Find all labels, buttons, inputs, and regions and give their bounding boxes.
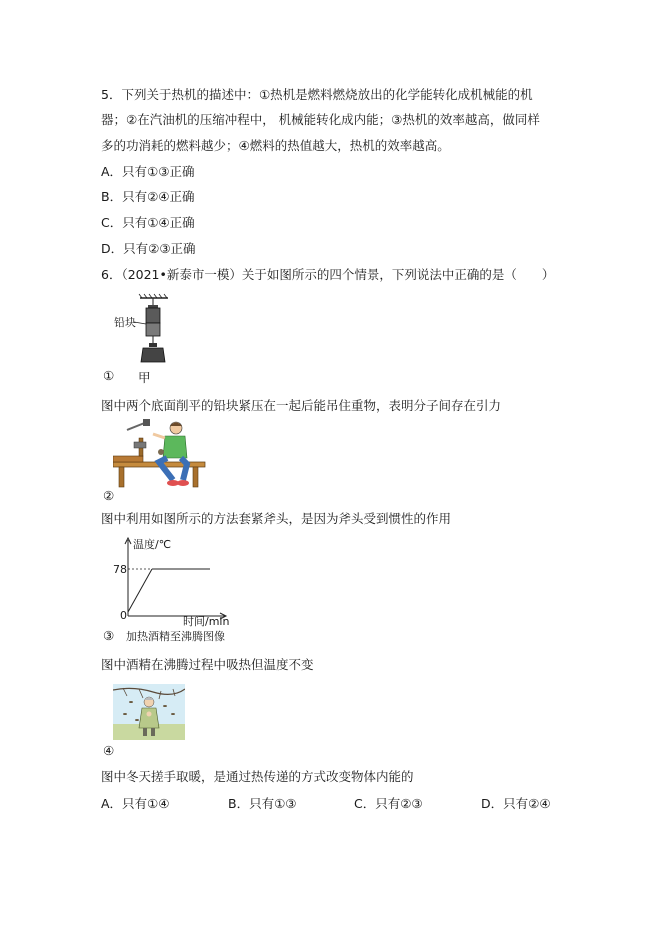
q5-option-a: A．只有①③正确: [101, 164, 195, 179]
x-axis-label: 时间/min: [183, 615, 230, 628]
figure-4-statement: 图中冬天搓手取暖，是通过热传递的方式改变物体内能的: [101, 769, 414, 784]
q5-option-c: C．只有①④正确: [101, 215, 195, 230]
figure-4-number: ④: [103, 743, 115, 758]
rubbing-hands-figure: [113, 684, 185, 740]
q5-stem-line1: 5．下列关于热机的描述中：①热机是燃料燃烧放出的化学能转化成机械能的机: [101, 87, 533, 102]
figure-1-caption: 甲: [138, 370, 151, 385]
q6-option-c: C．只有②③: [354, 796, 423, 811]
figure-3-statement: 图中酒精在沸腾过程中吸热但温度不变: [101, 657, 314, 672]
q5-stem-line2: 器；②在汽油机的压缩冲程中， 机械能转化成内能；③热机的效率越高，做同样: [101, 112, 540, 127]
y-axis-label: 温度/℃: [133, 538, 172, 551]
q5-option-d: D．只有②③正确: [101, 241, 196, 256]
figure-2-number: ②: [103, 488, 115, 503]
q6-option-a: A．只有①④: [101, 796, 170, 811]
y-tick-78: 78: [113, 563, 127, 576]
lead-block-label: 铅块: [114, 316, 136, 329]
axe-hammering-figure: [113, 418, 211, 490]
q5-option-b: B．只有②④正确: [101, 189, 195, 204]
figure-3-number: ③: [103, 628, 115, 643]
q6-option-d: D．只有②④: [481, 796, 551, 811]
q6-stem: 6．（2021•新泰市一模）关于如图所示的四个情景，下列说法中正确的是（ ）: [101, 267, 555, 282]
q5-stem-line3: 多的功消耗的燃料越少；④燃料的热值越大，热机的效率越高。: [101, 138, 450, 153]
figure-1-statement: 图中两个底面削平的铅块紧压在一起后能吊住重物，表明分子间存在引力: [101, 398, 502, 413]
figure-3-caption: 加热酒精至沸腾图像: [126, 630, 225, 643]
q6-options: [101, 794, 581, 812]
q6-option-b: B．只有①③: [228, 796, 297, 811]
origin-label: 0: [120, 609, 127, 622]
figure-2-statement: 图中利用如图所示的方法套紧斧头，是因为斧头受到惯性的作用: [101, 511, 452, 526]
figure-1-number: ①: [103, 368, 115, 383]
